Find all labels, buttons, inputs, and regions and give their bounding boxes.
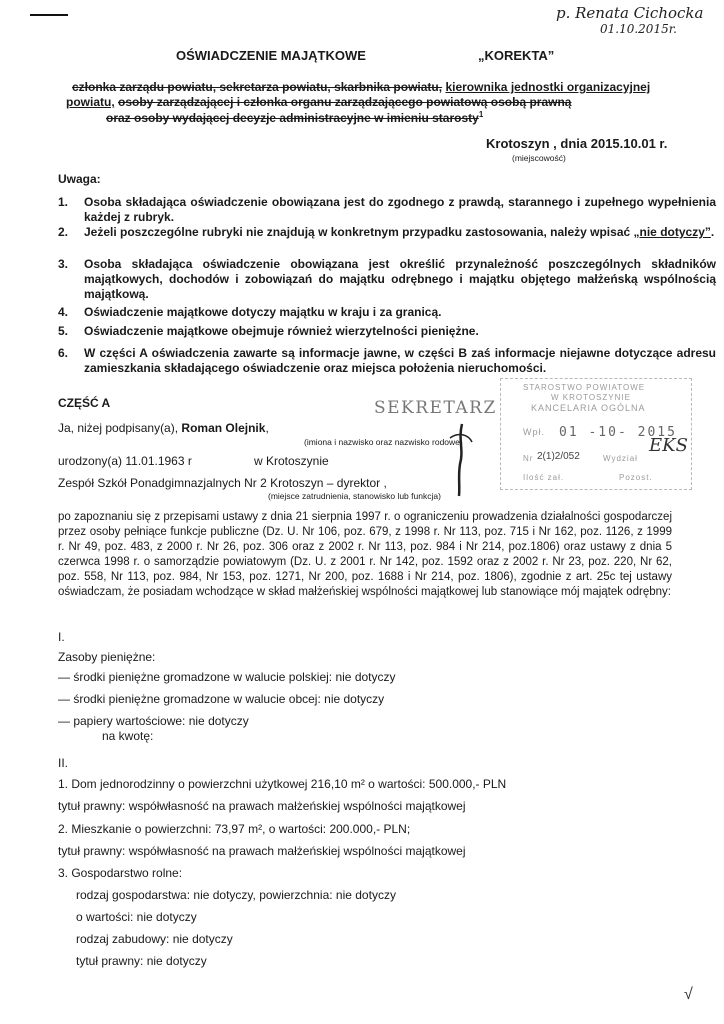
uwaga-num: 1. bbox=[58, 195, 69, 209]
farm-line: 3. Gospodarstwo rolne: bbox=[58, 866, 183, 880]
name-caption: (imiona i nazwisko oraz nazwisko rodowe) bbox=[304, 437, 463, 447]
flat-title: tytuł prawny: współwłasność na prawach małżeńskiej wspólności majątkowej bbox=[58, 844, 466, 858]
handwritten-date: 01.10.2015r. bbox=[600, 22, 677, 36]
flat-line: 2. Mieszkanie o powierzchni: 73,97 m², o wartości: 200.000,- PLN; bbox=[58, 822, 411, 836]
uwaga-item-5 bbox=[58, 324, 718, 340]
section-2-roman: II. bbox=[58, 756, 69, 770]
office-stamp-line2: W KROTOSZYNIE bbox=[551, 393, 631, 402]
declarant-comma: , bbox=[265, 421, 269, 435]
part-a-title: CZĘŚĆ A bbox=[58, 396, 111, 410]
cash-pln: — środki pieniężne gromadzone w walucie polskiej: nie dotyczy bbox=[58, 670, 396, 684]
role-struck-2: osoby zarządzającej i członka organu zarządzającego powiatową osobą prawną bbox=[118, 95, 572, 109]
section-1-label: Zasoby pieniężne: bbox=[58, 650, 156, 664]
uwaga-text: Osoba składająca oświadczenie obowiązana jest do zgodnego z prawdą, starannego i zupełnego wypełnienia każdej z rubryk. bbox=[84, 195, 716, 224]
birth-place: w Krotoszynie bbox=[254, 454, 329, 468]
ja-prefix: Ja, niżej podpisany(a), bbox=[58, 421, 179, 435]
stamp-wpl-label: Wpł. bbox=[523, 427, 545, 437]
uwaga-item-3 bbox=[58, 257, 718, 305]
uwaga-item-1 bbox=[58, 195, 718, 227]
workplace: Zespół Szkół Ponadgimnazjalnych Nr 2 Krotoszyn – dyrektor , bbox=[58, 476, 387, 490]
korekta-label: „KOREKTA” bbox=[478, 48, 555, 63]
uwaga-num: 5. bbox=[58, 324, 69, 338]
uwaga-item-2 bbox=[58, 225, 718, 257]
house-line: 1. Dom jednorodzinny o powierzchni użytkowej 216,10 m² o wartości: 500.000,- PLN bbox=[58, 777, 507, 791]
uwaga-text: Jeżeli poszczególne rubryki nie znajdują w konkretnym przypadku zastosowania, należy wpisać „nie dotyczy”. bbox=[84, 225, 715, 239]
declarant-line bbox=[58, 421, 269, 435]
workplace-caption: (miejsce zatrudnienia, stanowisko lub funkcja) bbox=[268, 491, 441, 501]
uwaga-num: 4. bbox=[58, 305, 69, 319]
office-stamp bbox=[500, 378, 692, 490]
document-title: OŚWIADCZENIE MAJĄTKOWE bbox=[176, 48, 366, 63]
uwaga-num: 3. bbox=[58, 257, 69, 271]
uwaga-text: Oświadczenie majątkowe obejmuje również wierzytelności pieniężne. bbox=[84, 324, 479, 338]
role-line-3 bbox=[106, 110, 483, 125]
handwritten-name: p. Renata Cichocka bbox=[556, 4, 704, 22]
role-line-1 bbox=[72, 80, 650, 94]
legal-paragraph: po zapoznaniu się z przepisami ustawy z dnia 21 sierpnia 1997 r. o ograniczeniu prowadzenia działalności gospodarczej przez osoby pełniące funkcje publiczne (Dz. U. Nr 106, poz. 679, z 1998 r. Nr 113, poz. 715 i Nr 162, poz. 1126, z 1999 r. Nr 49, poz. 483, z 2000 r. Nr 26, poz. 306 oraz z 2002 r. Nr 113, poz. 984 i Nr 214, poz.1806) oraz ustawy z dnia 5 czerwca 1998 r. o samorządzie powiatowym (Dz. U. z 2001 r. Nr 142, poz. 1592 oraz z 2002 r. Nr 23, poz. 220, Nr 62, poz. 558, Nr 113, poz. 984, Nr 153, poz. 1271, Nr 200, poz. 1688 i Nr 214, poz. 1806), zgodnie z art. 25c tej ustawy oświadczam, że posiadam wchodzące w skład małżeńskiej wspólności majątkowej lub stanowiące mój majątek odrębny: bbox=[58, 511, 672, 598]
uwaga-num: 6. bbox=[58, 346, 69, 360]
uwaga-text: W części A oświadczenia zawarte są informacje jawne, w części B zaś informacje niejawne dotyczące adresu zamieszkania składającego oświadczenie oraz miejsca położenia nieruchomości. bbox=[84, 346, 716, 375]
securities: — papiery wartościowe: nie dotyczy bbox=[58, 714, 249, 728]
birth-date: urodzony(a) 11.01.1963 r bbox=[58, 454, 192, 468]
place-date: Krotoszyn , dnia 2015.10.01 r. bbox=[486, 136, 668, 151]
check-mark: √ bbox=[684, 986, 693, 1003]
stamp-nr-value: 2(1)2/052 bbox=[537, 451, 580, 462]
uwaga-text: Oświadczenie majątkowe dotyczy majątku w kraju i za granicą. bbox=[84, 305, 442, 319]
nie-dotyczy-emphasis: „nie dotyczy” bbox=[633, 225, 711, 239]
uwaga-num: 2. bbox=[58, 225, 69, 239]
uwaga-text: Osoba składająca oświadczenie obowiązana jest określić przynależność poszczególnych składników majątkowych, dochodów i zobowiązań do majątku odrębnego i majątku objętego małżeńską wspólnością majątkową. bbox=[84, 257, 716, 301]
header-rule bbox=[30, 14, 68, 16]
stamp-pozost-label: Pozost. bbox=[619, 473, 653, 482]
uwaga-item-6 bbox=[58, 346, 718, 378]
stamp-nr-label: Nr bbox=[523, 454, 534, 463]
place-caption: (miejscowość) bbox=[512, 153, 566, 163]
stamp-wpl-date: 01 -10- 2015 bbox=[559, 425, 677, 440]
farm-value: o wartości: nie dotyczy bbox=[76, 910, 197, 924]
farm-buildings: rodzaj zabudowy: nie dotyczy bbox=[76, 932, 233, 946]
role-kept-2: powiatu, bbox=[66, 95, 115, 109]
footnote-mark: 1 bbox=[478, 110, 484, 119]
house-title: tytuł prawny: współwłasność na prawach małżeńskiej wspólności majątkowej bbox=[58, 799, 466, 813]
signature-mark bbox=[440, 420, 480, 500]
section-1-roman: I. bbox=[58, 630, 65, 644]
stamp-ilosc-label: Ilość zał. bbox=[523, 473, 565, 482]
sekretarz-stamp: SEKRETARZ bbox=[374, 398, 497, 418]
role-struck-1: członka zarządu powiatu, sekretarza powiatu, skarbnika powiatu, bbox=[72, 80, 443, 94]
uwaga-label: Uwaga: bbox=[58, 172, 101, 186]
office-stamp-line1: STAROSTWO POWIATOWE bbox=[523, 383, 646, 392]
securities-amount: na kwotę: bbox=[102, 729, 154, 743]
role-kept-1: kierownika jednostki organizacyjnej bbox=[445, 80, 651, 94]
farm-title: tytuł prawny: nie dotyczy bbox=[76, 954, 207, 968]
role-struck-3: oraz osoby wydającej decyzje administracyjne w imieniu starosty bbox=[106, 111, 479, 125]
cash-foreign: — środki pieniężne gromadzone w walucie obcej: nie dotyczy bbox=[58, 692, 385, 706]
farm-type: rodzaj gospodarstwa: nie dotyczy, powierzchnia: nie dotyczy bbox=[76, 888, 396, 902]
stamp-wydzial-label: Wydział bbox=[603, 454, 638, 463]
uwaga-item-4 bbox=[58, 305, 718, 321]
role-line-2 bbox=[66, 95, 571, 109]
stamp-initials: EKS bbox=[649, 435, 688, 456]
office-stamp-line3: KANCELARIA OGÓLNA bbox=[531, 403, 646, 413]
declarant-name: Roman Olejnik bbox=[181, 421, 266, 435]
